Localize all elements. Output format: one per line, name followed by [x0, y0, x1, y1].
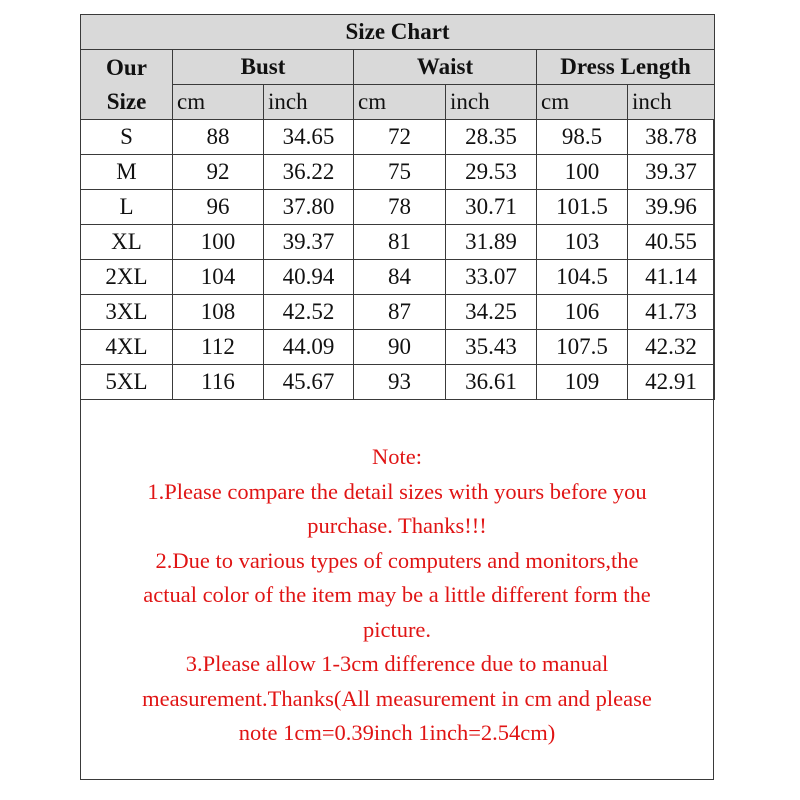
bust-cm-cell: 92: [173, 155, 264, 190]
length-cm-cell: 100: [537, 155, 628, 190]
bust-cm-cell: 104: [173, 260, 264, 295]
waist-cm-cell: 81: [354, 225, 446, 260]
table-row: [81, 295, 715, 330]
waist-inch-cell: 28.35: [446, 120, 537, 155]
our-size-header: [81, 50, 173, 120]
size-cell: XL: [81, 225, 173, 260]
bust-inch-cell: 42.52: [264, 295, 354, 330]
waist-inch-cell: 35.43: [446, 330, 537, 365]
size-rows: [81, 120, 715, 400]
waist-cm-cell: 72: [354, 120, 446, 155]
length-inch-cell: 40.55: [628, 225, 715, 260]
bust-inch-cell: 44.09: [264, 330, 354, 365]
length-inch-cell: 39.37: [628, 155, 715, 190]
bust-inch-cell: 39.37: [264, 225, 354, 260]
length-inch-cell: 41.73: [628, 295, 715, 330]
bust-cm-cell: 116: [173, 365, 264, 400]
group-header-row: [81, 50, 715, 85]
title-row: [81, 15, 715, 50]
waist-cm-cell: 84: [354, 260, 446, 295]
waist-cm-cell: 75: [354, 155, 446, 190]
length-cm-cell: 101.5: [537, 190, 628, 225]
bust-cm-cell: 96: [173, 190, 264, 225]
table-row: [81, 225, 715, 260]
waist-inch-cell: 30.71: [446, 190, 537, 225]
note-line: picture.: [362, 616, 432, 642]
size-cell: S: [81, 120, 173, 155]
bust-cm-cell: 112: [173, 330, 264, 365]
waist-inch-cell: 33.07: [446, 260, 537, 295]
table-row: [81, 330, 715, 365]
note-line: purchase. Thanks!!!: [307, 513, 487, 538]
waist-cm-cell: 78: [354, 190, 446, 225]
table-row: [81, 190, 715, 225]
unit-inch: inch: [628, 85, 715, 120]
size-cell: L: [81, 190, 173, 225]
table-row: [81, 120, 715, 155]
notes-block: [80, 440, 714, 751]
bust-cm-cell: 108: [173, 295, 264, 330]
unit-cm: cm: [354, 85, 446, 120]
bust-cm-cell: 100: [173, 225, 264, 260]
length-inch-cell: 38.78: [628, 120, 715, 155]
bust-inch-cell: 37.80: [264, 190, 354, 225]
note-line: 1.Please compare the detail sizes with yours before you: [147, 478, 647, 504]
size-cell: 4XL: [81, 330, 173, 365]
our-size-label-line1: Our: [106, 54, 147, 80]
unit-cm: cm: [173, 85, 264, 120]
unit-inch: inch: [446, 85, 537, 120]
table-row: [81, 365, 715, 400]
bust-inch-cell: 45.67: [264, 365, 354, 400]
waist-cm-cell: 93: [354, 365, 446, 400]
size-cell: 3XL: [81, 295, 173, 330]
note-line: note 1cm=0.39inch 1inch=2.54cm): [238, 720, 556, 745]
unit-header-row: [81, 85, 715, 120]
table-row: [81, 260, 715, 295]
bust-inch-cell: 40.94: [264, 260, 354, 295]
bust-inch-cell: 34.65: [264, 120, 354, 155]
length-cm-cell: 107.5: [537, 330, 628, 365]
length-cm-cell: 109: [537, 365, 628, 400]
unit-inch: inch: [264, 85, 354, 120]
note-line: measurement.Thanks(All measurement in cm and please: [142, 685, 652, 711]
length-cm-cell: 106: [537, 295, 628, 330]
waist-inch-cell: 31.89: [446, 225, 537, 260]
note-line: actual color of the item may be a little different form the: [143, 582, 651, 607]
note-line: 2.Due to various types of computers and monitors,the: [155, 547, 639, 573]
dress-length-header: Dress Length: [537, 50, 715, 85]
size-chart-table: [80, 14, 715, 400]
waist-inch-cell: 34.25: [446, 295, 537, 330]
unit-cm: cm: [537, 85, 628, 120]
size-cell: M: [81, 155, 173, 190]
size-cell: 2XL: [81, 260, 173, 295]
length-cm-cell: 103: [537, 225, 628, 260]
length-inch-cell: 42.91: [628, 365, 715, 400]
length-inch-cell: 41.14: [628, 260, 715, 295]
length-inch-cell: 39.96: [628, 190, 715, 225]
waist-header: Waist: [354, 50, 537, 85]
note-heading: Note:: [372, 444, 422, 469]
note-line: 3.Please allow 1-3cm difference due to manual: [185, 651, 609, 676]
our-size-label-line2: Size: [106, 88, 147, 114]
table-row: [81, 155, 715, 190]
size-cell: 5XL: [81, 365, 173, 400]
bust-inch-cell: 36.22: [264, 155, 354, 190]
length-inch-cell: 42.32: [628, 330, 715, 365]
chart-title: Size Chart: [81, 15, 715, 50]
waist-cm-cell: 87: [354, 295, 446, 330]
length-cm-cell: 98.5: [537, 120, 628, 155]
bust-cm-cell: 88: [173, 120, 264, 155]
bust-header: Bust: [173, 50, 354, 85]
length-cm-cell: 104.5: [537, 260, 628, 295]
waist-cm-cell: 90: [354, 330, 446, 365]
waist-inch-cell: 29.53: [446, 155, 537, 190]
waist-inch-cell: 36.61: [446, 365, 537, 400]
